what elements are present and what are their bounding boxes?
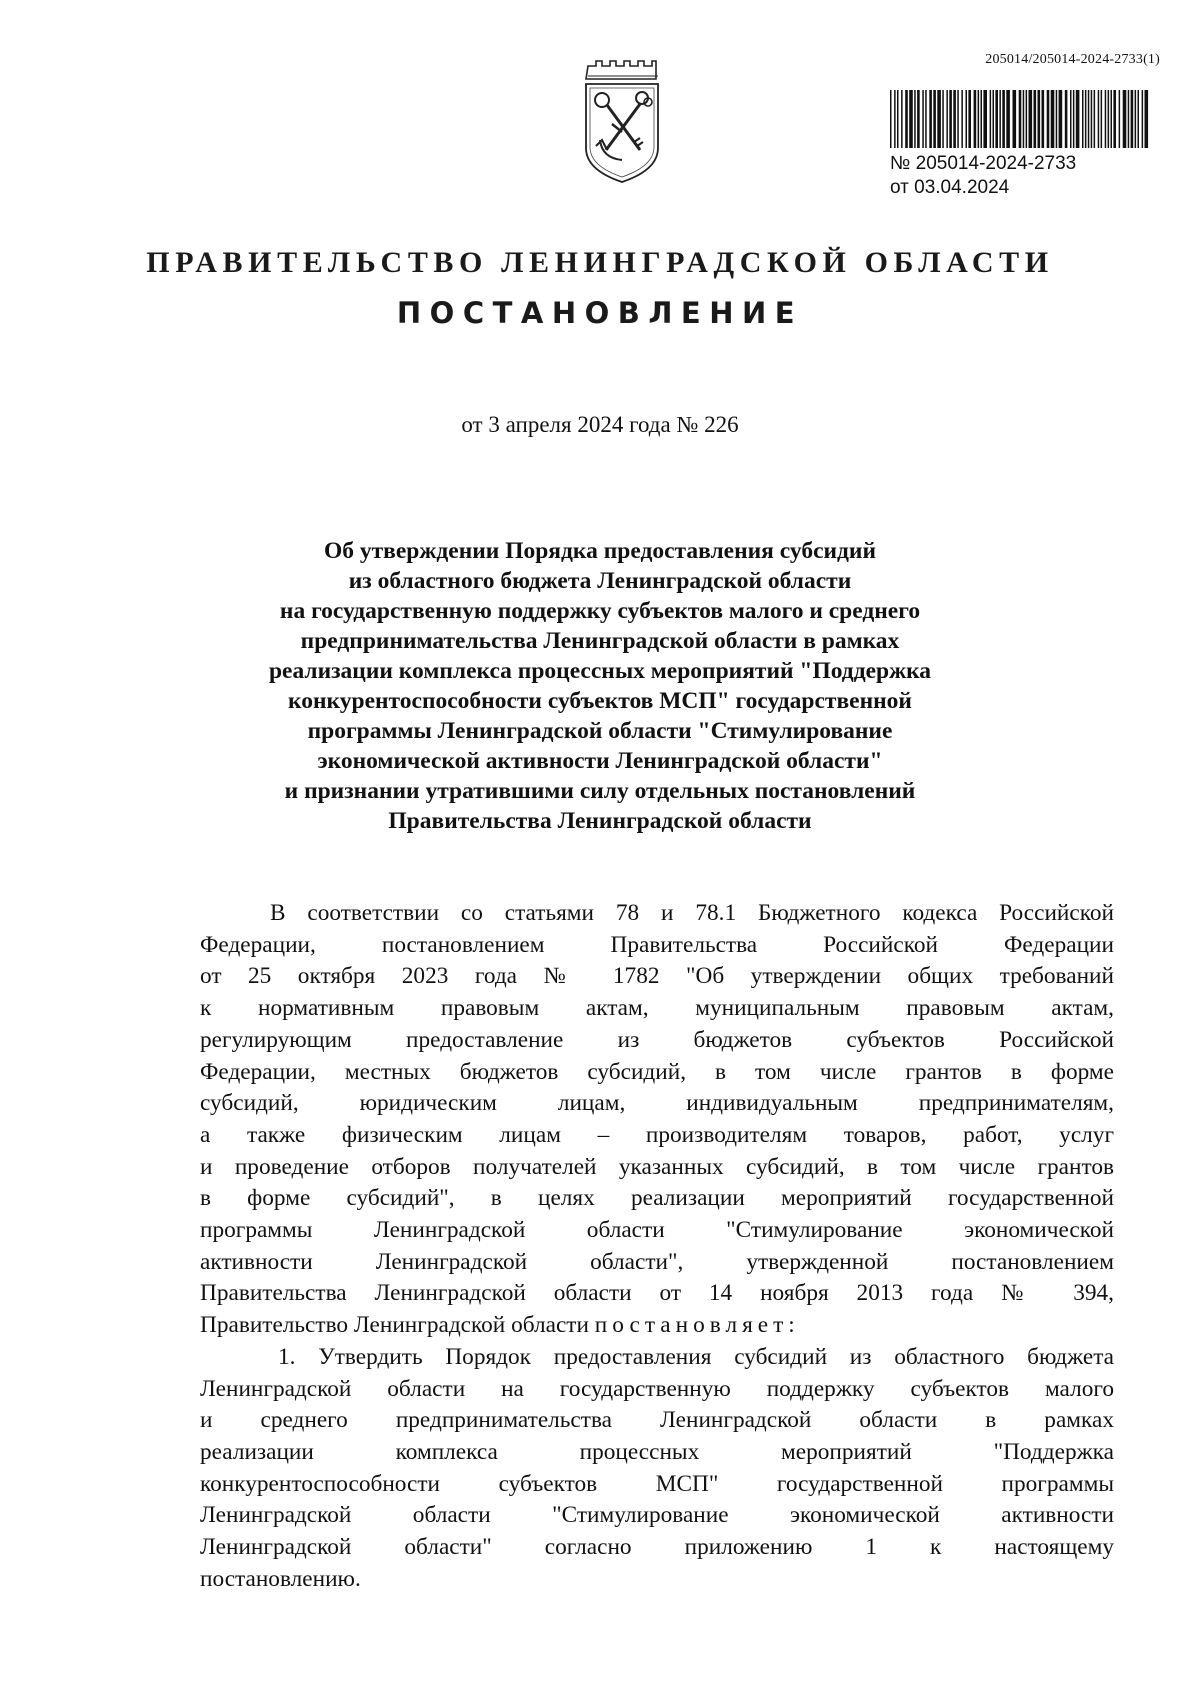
body-line: Ленинградской области "Стимулирование экономической активности bbox=[200, 1502, 1114, 1529]
barcode-bar bbox=[1076, 90, 1080, 148]
body-line: от 25 октября 2023 года № 1782 "Об утверждении общих требований bbox=[200, 963, 1114, 990]
barcode-bar bbox=[1128, 90, 1130, 148]
body-line: Федерации, местных бюджетов субсидий, в том числе грантов в форме bbox=[200, 1058, 1114, 1085]
resolves-word: постановляет: bbox=[594, 1312, 800, 1339]
body-line: субсидий, юридическим лицам, индивидуальным предпринимателям, bbox=[200, 1090, 1114, 1117]
title-line: и признании утратившими силу отдельных постановлений bbox=[284, 778, 916, 804]
barcode-bar bbox=[929, 90, 932, 148]
barcode-bar bbox=[942, 90, 944, 148]
barcode-bar bbox=[1088, 90, 1090, 148]
barcode-bar bbox=[1019, 90, 1022, 148]
barcode-bar bbox=[966, 90, 968, 148]
barcode-bar bbox=[1101, 90, 1103, 148]
barcode-bar bbox=[897, 90, 899, 148]
barcode-bar bbox=[1098, 90, 1100, 148]
barcode-bar bbox=[1082, 90, 1084, 148]
body-line: постановлению. bbox=[200, 1565, 361, 1592]
barcode-bar bbox=[1070, 90, 1072, 148]
body-line: Правительства Ленинградской области от 14 ноября 2013 года № 394, bbox=[200, 1280, 1114, 1307]
title-line: экономической активности Ленинградской области" bbox=[317, 748, 883, 774]
body-line: Федерации, постановлением Правительства Российской Федерации bbox=[200, 931, 1114, 958]
registration-block bbox=[890, 152, 1076, 200]
barcode-bar bbox=[890, 90, 892, 148]
barcode-bar bbox=[922, 90, 924, 148]
body-line: и среднего предпринимательства Ленинградской области в рамках bbox=[200, 1407, 1114, 1434]
body-line: конкурентоспособности субъектов МСП" государственной программы bbox=[200, 1470, 1114, 1497]
body-line: 1. Утвердить Порядок предоставления субсидий из областного бюджета bbox=[278, 1343, 1114, 1370]
barcode-bar bbox=[946, 90, 948, 148]
barcode-bar bbox=[1111, 90, 1113, 148]
barcode-bar bbox=[925, 90, 927, 148]
barcode-bar bbox=[914, 90, 916, 148]
barcode-bar bbox=[978, 90, 980, 148]
title-line: из областного бюджета Ленинградской области bbox=[348, 568, 852, 594]
barcode-bar bbox=[1135, 90, 1137, 148]
barcode-bar bbox=[1094, 90, 1096, 148]
government-name: ПРАВИТЕЛЬСТВО ЛЕНИНГРАДСКОЙ ОБЛАСТИ bbox=[146, 246, 1054, 279]
barcode-bar bbox=[909, 90, 913, 148]
barcode-bar bbox=[1131, 90, 1134, 148]
body-line: В соответствии со статьями 78 и 78.1 Бюджетного кодекса Российской bbox=[270, 900, 1114, 926]
document-body bbox=[200, 898, 1114, 1595]
barcode-bar bbox=[981, 90, 983, 148]
body-line: активности Ленинградской области", утвержденной постановлением bbox=[200, 1248, 1114, 1275]
body-line: регулирующим предоставление из бюджетов субъектов Российской bbox=[200, 1026, 1114, 1053]
barcode-bar bbox=[1034, 90, 1037, 148]
registration-number: № 205014-2024-2733 bbox=[890, 153, 1077, 174]
registration-date: от 03.04.2024 bbox=[890, 177, 1010, 198]
barcode-bar bbox=[1065, 90, 1068, 148]
barcode-bar bbox=[1123, 90, 1127, 148]
barcode-bar bbox=[1029, 90, 1033, 148]
title-line: предпринимательства Ленинградской области в рамках bbox=[300, 628, 900, 654]
barcode-bar bbox=[1105, 90, 1107, 148]
title-line: Об утверждении Порядка предоставления субсидий bbox=[323, 538, 877, 564]
barcode-bar bbox=[1145, 90, 1149, 148]
document-id: 205014/205014-2024-2733(1) bbox=[985, 52, 1160, 67]
barcode-bar bbox=[961, 90, 963, 148]
document-title bbox=[240, 536, 960, 836]
barcode-bar bbox=[1013, 90, 1017, 148]
barcode-bar bbox=[974, 90, 977, 148]
barcode bbox=[888, 90, 1156, 148]
body-line: Ленинградской области на государственную поддержку субъектов малого bbox=[200, 1375, 1114, 1402]
body-line: Ленинградской области" согласно приложению 1 к настоящему bbox=[200, 1534, 1114, 1561]
barcode-bar bbox=[1119, 90, 1121, 148]
barcode-bar bbox=[1059, 90, 1063, 148]
barcode-bar bbox=[1051, 90, 1055, 148]
barcode-bar bbox=[1056, 90, 1058, 148]
preamble-closing: Правительство Ленинградской области bbox=[200, 1312, 595, 1339]
barcode-bar bbox=[905, 90, 908, 148]
barcode-bar bbox=[957, 90, 959, 148]
title-line: Правительства Ленинградской области bbox=[388, 808, 812, 834]
date-and-number: от 3 апреля 2024 года № 226 bbox=[461, 412, 739, 437]
body-line: реализации комплекса процессных мероприятий "Поддержка bbox=[200, 1438, 1114, 1465]
barcode-bar bbox=[1023, 90, 1024, 148]
barcode-bar bbox=[1091, 90, 1093, 148]
barcode-bar bbox=[949, 90, 952, 148]
title-line: программы Ленинградской области "Стимулирование bbox=[307, 718, 893, 744]
barcode-bar bbox=[937, 90, 941, 148]
barcode-bar bbox=[1113, 90, 1116, 148]
document-type: ПОСТАНОВЛЕНИЕ bbox=[396, 296, 804, 330]
body-line: а также физическим лицам – производителям товаров, работ, услуг bbox=[200, 1121, 1114, 1148]
barcode-bar bbox=[894, 90, 896, 148]
body-line: в форме субсидий", в целях реализации мероприятий государственной bbox=[200, 1185, 1114, 1212]
coat-of-arms-emblem bbox=[582, 58, 662, 186]
barcode-bar bbox=[999, 90, 1001, 148]
barcode-bar bbox=[1085, 90, 1087, 148]
title-line: конкурентоспособности субъектов МСП" государственной bbox=[288, 688, 912, 714]
barcode-bar bbox=[1047, 90, 1050, 148]
barcode-bar bbox=[983, 90, 987, 148]
barcode-bar bbox=[1042, 90, 1045, 148]
barcode-bar bbox=[1006, 90, 1010, 148]
barcode-bar bbox=[933, 90, 936, 148]
barcode-bar bbox=[917, 90, 920, 148]
barcode-bar bbox=[953, 90, 956, 148]
barcode-bar bbox=[990, 90, 992, 148]
barcode-bar bbox=[1038, 90, 1041, 148]
barcode-bar bbox=[901, 90, 903, 148]
barcode-bar bbox=[1138, 90, 1140, 148]
barcode-bar bbox=[1108, 90, 1110, 148]
barcode-bar bbox=[993, 90, 995, 148]
body-line: и проведение отборов получателей указанных субсидий, в том числе грантов bbox=[200, 1153, 1114, 1180]
preamble-closing-line bbox=[200, 1310, 1114, 1342]
barcode-bar bbox=[1002, 90, 1005, 148]
body-line: к нормативным правовым актам, муниципальным правовым актам, bbox=[200, 995, 1114, 1022]
title-line: реализации комплекса процессных мероприятий "Поддержка bbox=[268, 658, 932, 684]
barcode-bar bbox=[1142, 90, 1144, 148]
barcode-bar bbox=[995, 90, 998, 148]
barcode-bar bbox=[1026, 90, 1028, 148]
barcode-bar bbox=[1073, 90, 1075, 148]
barcode-bar bbox=[968, 90, 971, 148]
title-line: на государственную поддержку субъектов малого и среднего bbox=[279, 598, 921, 624]
body-line: программы Ленинградской области "Стимулирование экономической bbox=[200, 1217, 1114, 1244]
